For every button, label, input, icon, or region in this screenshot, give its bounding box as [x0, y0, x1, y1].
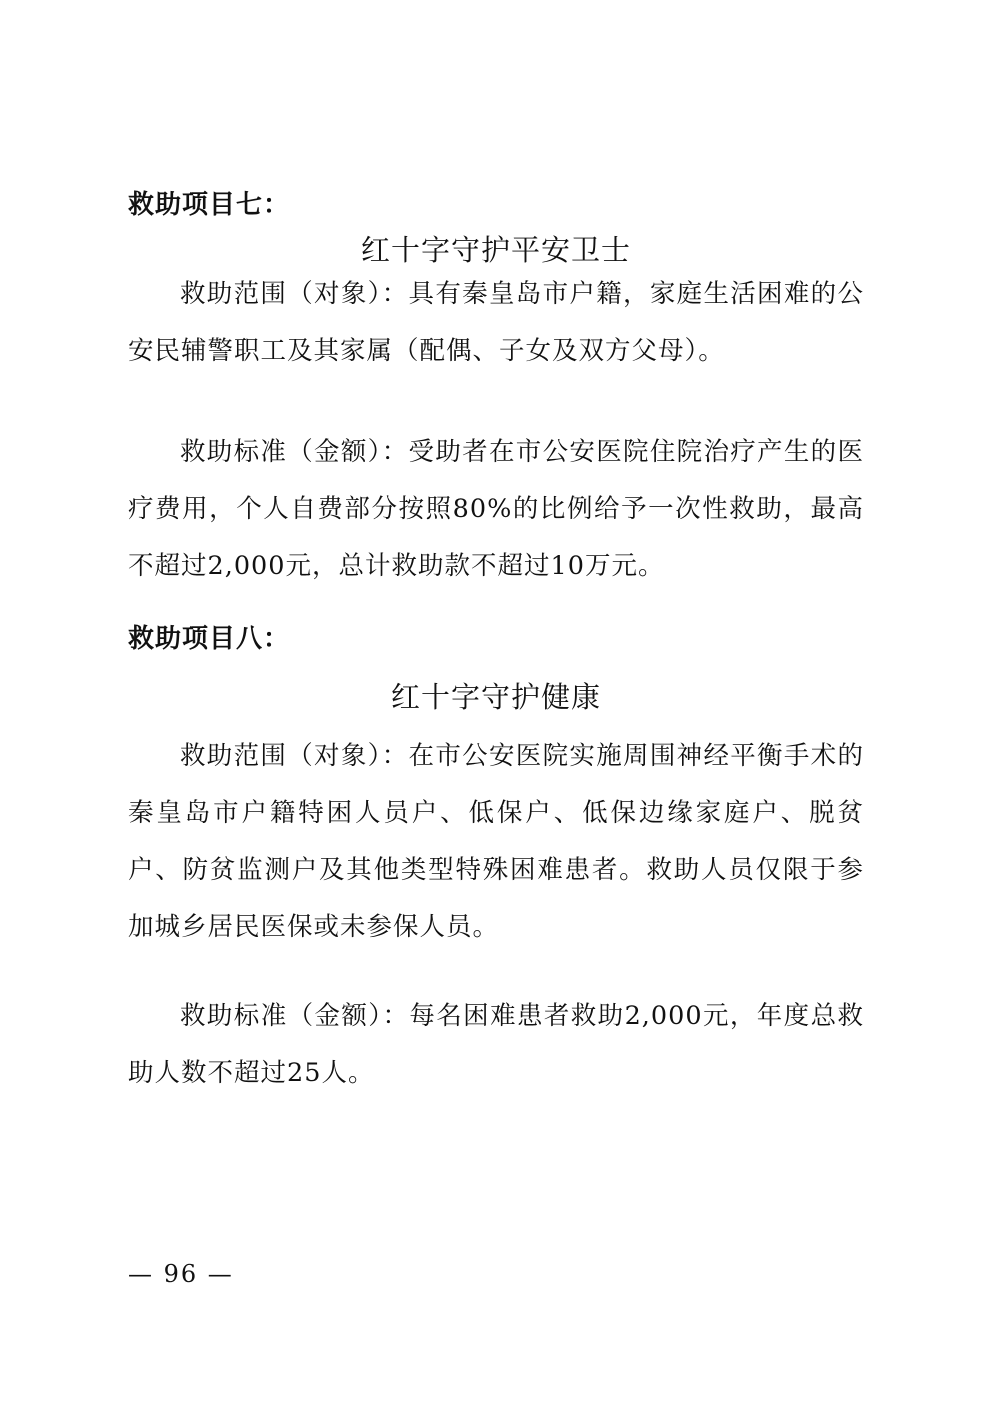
section-8-title: 红十字守护健康 — [390, 680, 601, 714]
section-8-heading: 救助项目八： — [128, 624, 291, 654]
section-7-scope: 救助范围（对象）：具有秦皇岛市户籍，家庭生活困难的公安民辅警职工及其家属（配偶、子女及双方父母）。 — [128, 279, 864, 366]
section-8-scope: 救助范围（对象）：在市公安医院实施周围神经平衡手术的秦皇岛市户籍特困人员户、低保户、低保边缘家庭户、脱贫户、防贫监测户及其他类型特殊困难患者。救助人员仅限于参加城乡居民医保或未参保人员。 — [128, 741, 864, 942]
section-7-standard: 救助标准（金额）：受助者在市公安医院住院治疗产生的医疗费用，个人自费部分按照80%的比例给予一次性救助，最高不超过2,000元，总计救助款不超过10万元。 — [128, 437, 864, 581]
page-number: — 96 — — [128, 1260, 234, 1288]
section-8-standard: 救助标准（金额）：每名困难患者救助2,000元，年度总救助人数不超过25人。 — [128, 1001, 864, 1088]
section-7-title: 红十字守护平安卫士 — [360, 233, 631, 267]
section-7-heading: 救助项目七： — [128, 190, 291, 220]
